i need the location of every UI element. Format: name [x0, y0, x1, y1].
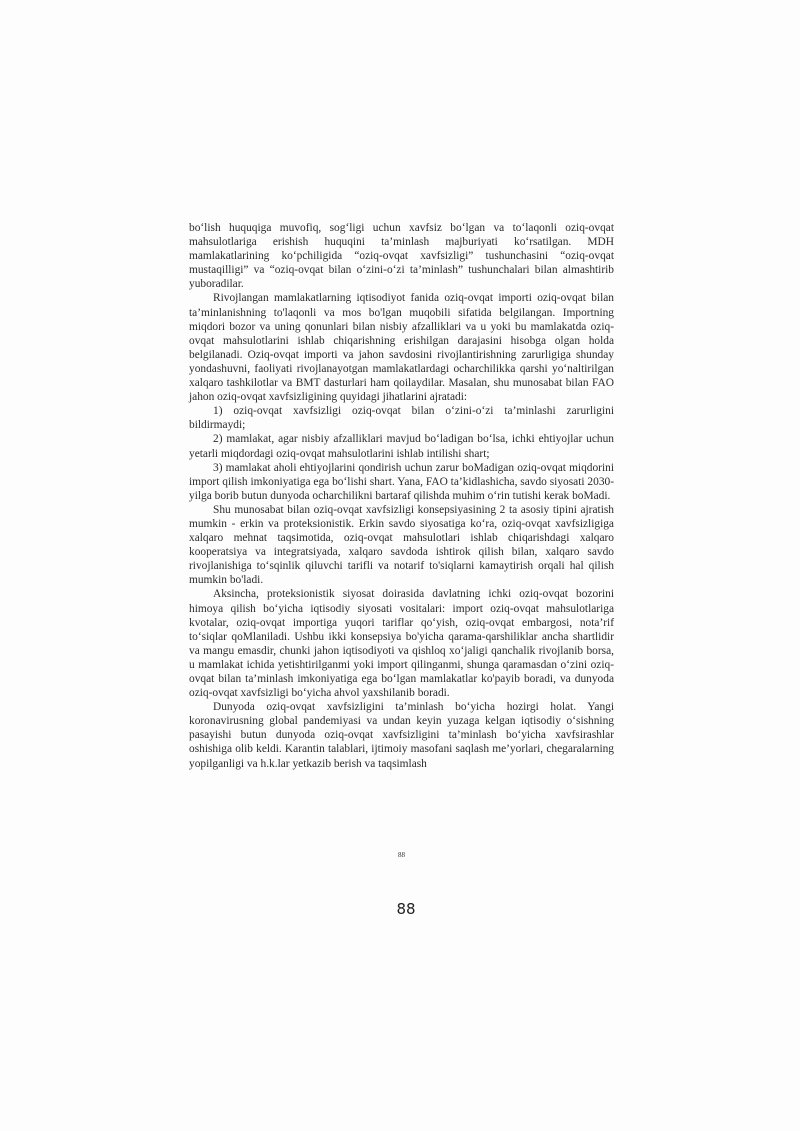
page-number: 88 — [396, 900, 416, 918]
list-item: 2) mamlakat, agar nisbiy afzalliklari mavjud bo‘ladigan bo‘lsa, ichki ehtiyojlar uchun yetarli miqdordagi oziq-ovqat mahsulotlarini ishlab intilishi shart; — [189, 433, 614, 460]
list-item: 3) mamlakat aholi ehtiyojlarini qondirish uchun zarur boMadigan oziq-ovqat miqdorini import qilish imkoniyatiga ega bo‘lishi shart. Yana, FAO ta’kidlashicha, savdo siyosati 2030-yilga borib butun dunyoda ocharchilikni bartaraf qilishda muhim o‘rin tutishi kerak boMadi. — [189, 461, 614, 502]
paragraph: Aksincha, proteksionistik siyosat doirasida davlatning ichki oziq-ovqat bozorini himoya qilish bo‘yicha iqtisodiy siyosati vositalari: import oziq-ovqat mahsulotlariga kvotalar, oziq-ovqat importiga yuqori tariflar qo‘yish, oziq-ovqat embargosi, nota’rif to‘siqlar qoMlaniladi. Ushbu ikki konsepsiya bo'yicha qarama-qarshiliklar ancha shartlidir va mangu emasdir, chunki jahon iqtisodiyoti va qishloq xo‘jaligi qanchalik rivojlanib borsa, u mamlakat ichida yetishtirilganmi yoki import qilinganmi, shunga qaramasdan o‘zini oziq-ovqat bilan ta’minlash imkoniyatiga ega bo‘lgan mamlakatlar ko'payib boradi, va dunyoda oziq-ovqat xavfsizligi bo‘yicha ahvol yaxshilanib boradi. — [189, 588, 614, 700]
list-item: 1) oziq-ovqat xavfsizligi oziq-ovqat bilan o‘zini-o‘zi ta’minlashi zarurligini bildirmaydi; — [189, 405, 614, 432]
paragraph: Rivojlangan mamlakatlarning iqtisodiyot fanida oziq-ovqat importi oziq-ovqat bilan ta’minlanishning to'laqonli va mos bo'lgan muqobili sifatida belgilangan. Importning miqdori bozor va uning qonunlari bilan nisbiy afzalliklari va u yoki bu mamlakatda oziq-ovqat mahsulotlarini ishlab chiqarishning erishilgan darajasini hisobga olgan holda belgilanadi. Oziq-ovqat importi va jahon savdosini rivojlantirishning zarurligiga shunday yondashuvni, faoliyati rivojlanayotgan mamlakatlardagi ocharchilikka qarshi yo‘naltirilgan xalqaro tashkilotlar va BMT dasturlari ham qoilaydilar. Masalan, shu munosabat bilan FAO jahon oziq-ovqat xavfsizligining quyidagi jihatlarini ajratadi: — [189, 292, 614, 404]
body-text — [189, 221, 614, 771]
paragraph: Dunyoda oziq-ovqat xavfsizligini ta’minlash bo‘yicha hozirgi holat. Yangi koronavirusning global pandemiyasi va undan keyin yuzaga kelgan iqtisodiy o‘sishning pasayishi butun dunyoda oziq-ovqat xavfsizligini ta’minlash bo‘yicha xavfsirashlar oshishiga olib keldi. Karantin talablari, ijtimoiy masofani saqlash me’yorlari, chegaralarning yopilganligi va h.k.lar yetkazib berish va taqsimlash — [189, 701, 614, 770]
paragraph: Shu munosabat bilan oziq-ovqat xavfsizligi konsepsiyasining 2 ta asosiy tipini ajratish mumkin - erkin va proteksionistik. Erkin savdo siyosatiga ko‘ra, oziq-ovqat xavfsizligiga xalqaro mehnat taqsimotida, oziq-ovqat mahsulotlari ishlab chiqarishdagi xalqaro kooperatsiya va integratsiyada, xalqaro savdoda ishtirok qilish bilan, xalqaro savdo rivojlanishiga to‘sqinlik qiluvchi tarifli va notarif to'siqlarni kamaytirish orqali hal qilish mumkin bo'ladi. — [189, 503, 614, 587]
inner-page-number: 88 — [398, 851, 405, 859]
paragraph: bo‘lish huquqiga muvofiq, sog‘ligi uchun xavfsiz bo‘lgan va to‘laqonli oziq-ovqat mahsulotlariga erishish huquqini ta’minlash majburiyati ko‘rsatilgan. MDH mamlakatlarining ko‘pchiligida “oziq-ovqat xavfsizligi” tushunchasini “oziq-ovqat mustaqilligi” va “oziq-ovqat bilan o‘zini-o‘zi ta’minlash” tushunchalari bilan almashtirib yuboradilar. — [189, 222, 614, 291]
